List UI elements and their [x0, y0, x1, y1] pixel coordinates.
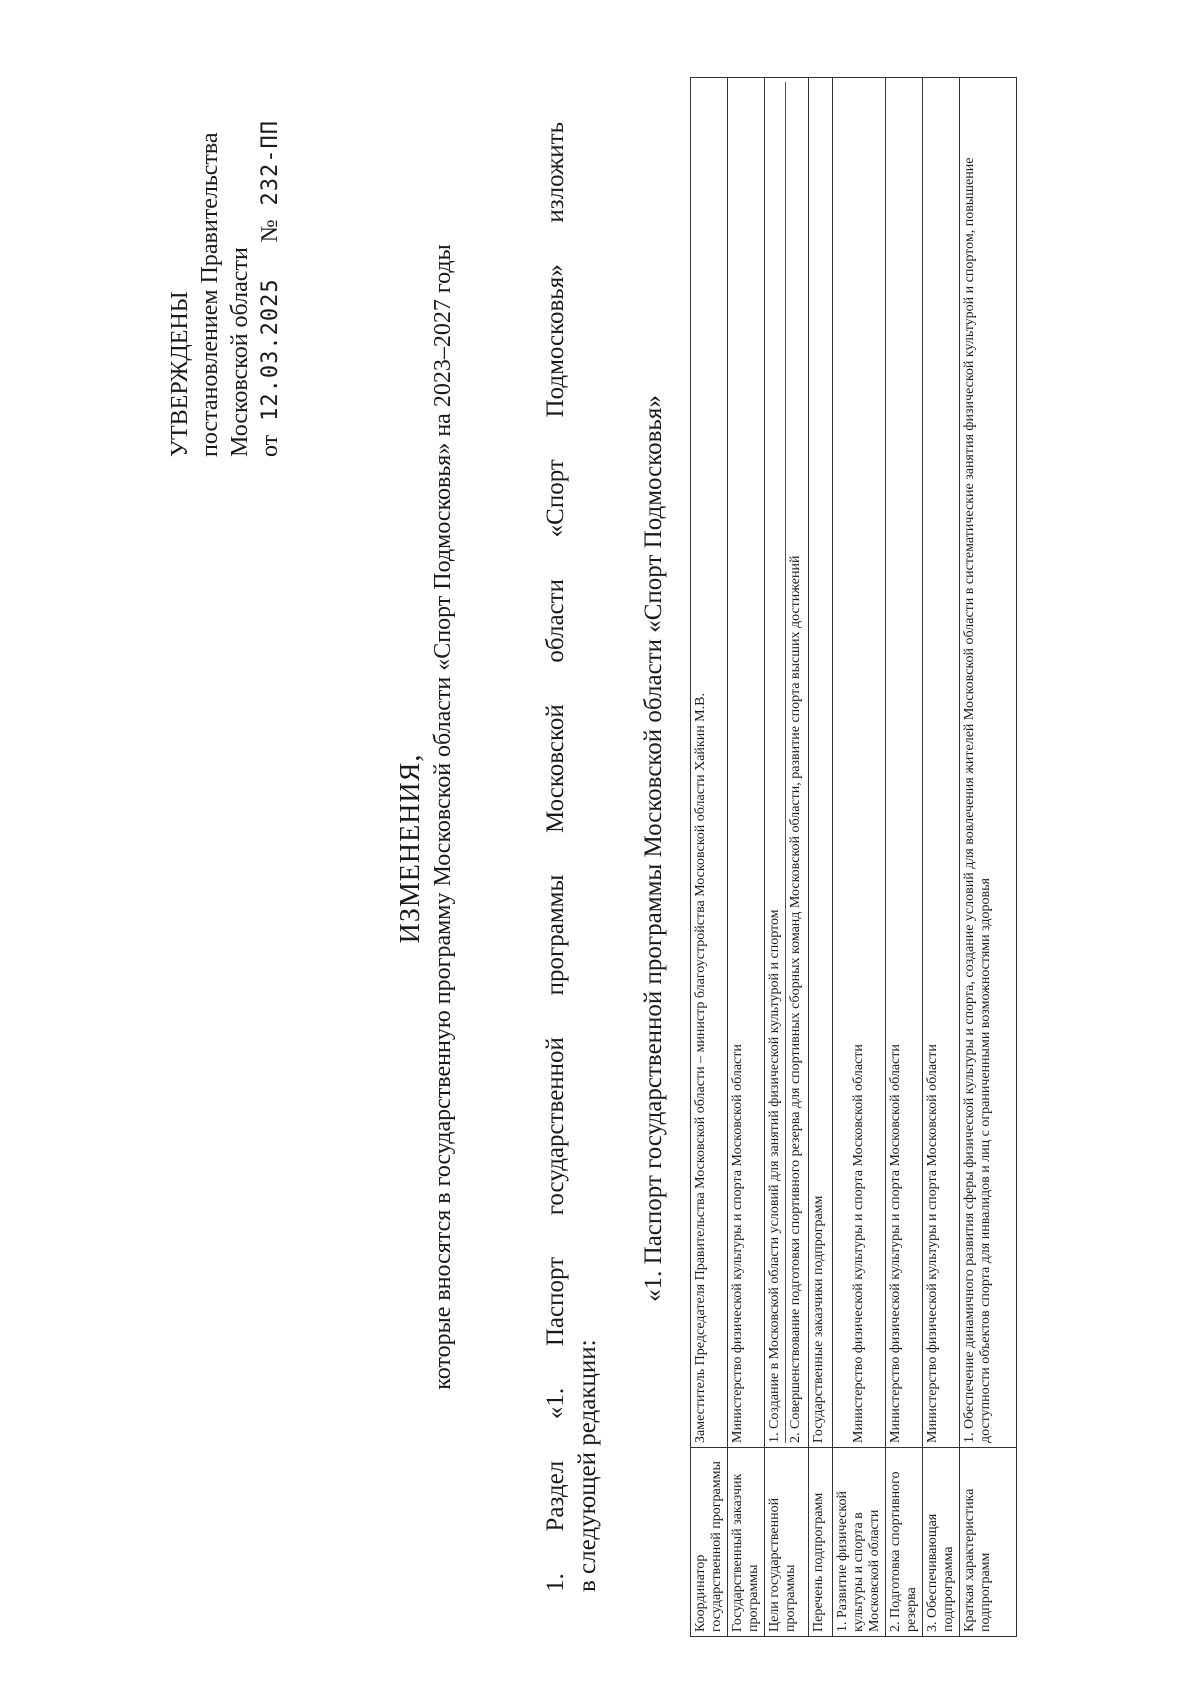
row-label: 3. Обеспечивающая подпрограмма: [923, 1448, 960, 1637]
table-row: [728, 78, 765, 1637]
section-intro-continued: в следующей редакции:: [574, 1339, 601, 1592]
row-label: Цели государственной программы: [765, 1448, 809, 1637]
row-value: Министерство физической культуры и спорта Московской области: [923, 78, 960, 1448]
table-row: [923, 78, 960, 1637]
table-row: [960, 78, 1017, 1637]
approval-line-3: Московской области: [227, 247, 253, 457]
goal-1: 1. Создание в Московской области условий для занятий физической культурой и спортом: [767, 82, 786, 1443]
from-label: от: [257, 434, 283, 457]
approval-date-line: [255, 120, 286, 457]
passport-table: [690, 77, 1017, 1637]
row-label: Государственный заказчик программы: [728, 1448, 765, 1637]
document-subtitle: которые вносятся в государственную программу Московской области «Спорт Подмосковья» на 2023–2027 годы: [430, 244, 456, 1390]
row-label: Координатор государственной программы: [691, 1448, 728, 1637]
approval-number: 232-ПП: [258, 119, 283, 206]
row-label: 2. Подготовка спортивного резерва: [886, 1448, 923, 1637]
approval-heading: УТВЕРЖДЕНЫ: [167, 291, 193, 457]
passport-title: «1. Паспорт государственной программы Московской области «Спорт Подмосковья»: [640, 395, 667, 1302]
row-value: [765, 78, 809, 1448]
table-row: [691, 78, 728, 1637]
row-value: 1. Обеспечение динамичного развития сферы физической культуры и спорта, создание условий для вовлечения жителей Московской области в систематические занятия физической культурой и спортом, повышение доступности объектов спорта для инвалидов и лиц с ограниченными возможностями здоровья: [960, 78, 1017, 1448]
approval-line-2: постановлением Правительства: [197, 132, 223, 457]
row-value: Заместитель Председателя Правительства Московской области – министр благоустройства Московской области Хайкин М.В.: [691, 78, 728, 1448]
table-row: [765, 78, 809, 1637]
row-value: Министерство физической культуры и спорта Московской области: [833, 78, 886, 1448]
table-row: [809, 78, 833, 1637]
row-label: 1. Развитие физической культуры и спорта в Московской области: [833, 1448, 886, 1637]
number-label: №: [257, 219, 283, 243]
row-value: Министерство физической культуры и спорта Московской области: [728, 78, 765, 1448]
row-value: Министерство физической культуры и спорта Московской области: [886, 78, 923, 1448]
row-value: Государственные заказчики подпрограмм: [809, 78, 833, 1448]
approval-block: [165, 120, 286, 457]
document-title: ИЗМЕНЕНИЯ,: [395, 753, 426, 944]
row-label: Краткая характеристика подпрограмм: [960, 1448, 1017, 1637]
table-row: [886, 78, 923, 1637]
goal-2: 2. Совершенствование подготовки спортивного резерва для спортивных сборных команд Московской области, развитие спорта высших достижений: [788, 555, 803, 1443]
table-row: [833, 78, 886, 1637]
section-intro: 1. Раздел «1. Паспорт государственной программы Московской области «Спорт Подмосковья» изложить: [542, 122, 569, 1592]
approval-date: 12.03.2025: [258, 278, 283, 421]
row-label: Перечень подпрограмм: [809, 1448, 833, 1637]
